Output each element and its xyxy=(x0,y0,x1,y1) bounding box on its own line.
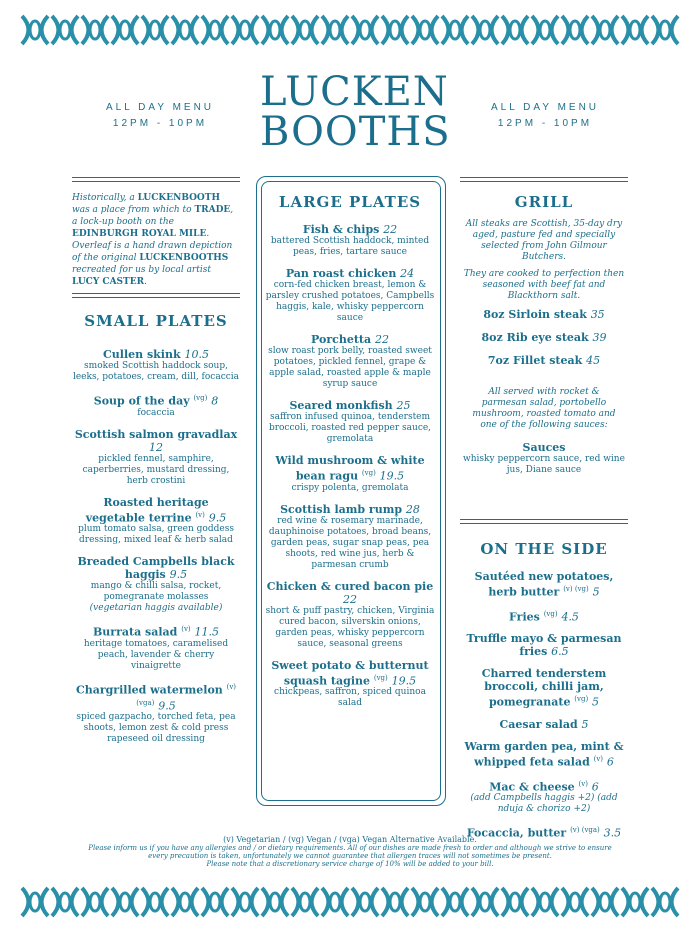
item-price: 10.5 xyxy=(184,348,209,361)
knot-motif xyxy=(202,16,228,44)
item-name xyxy=(460,354,628,367)
section-title: ON THE SIDE xyxy=(480,540,608,558)
item-title: Cullen skink xyxy=(103,348,181,361)
menu-item xyxy=(460,778,628,816)
item-name xyxy=(262,454,438,483)
menu-item xyxy=(262,267,438,324)
menu-item xyxy=(72,428,240,487)
footer xyxy=(80,836,620,868)
item-title: Caesar salad xyxy=(499,717,578,731)
knot-motif xyxy=(652,16,678,44)
knot-motif xyxy=(262,16,288,44)
small-plates-list xyxy=(72,348,240,745)
item-name xyxy=(460,740,628,769)
knot-motif xyxy=(592,16,618,44)
item-title: Focaccia, butter xyxy=(466,826,567,840)
grill-intro: All steaks are Scottish, 35-day dry aged, pasture fed and specially selected from John Gilmour Butchers. xyxy=(465,219,623,262)
knot-motif xyxy=(52,888,78,916)
item-name xyxy=(72,555,240,581)
large-plates-list xyxy=(262,223,438,709)
menu-item xyxy=(262,580,438,650)
knot-motif xyxy=(112,888,138,916)
item-price: 19.5 xyxy=(391,674,417,688)
diet-marker: (vg) xyxy=(193,394,208,402)
item-title: Chicken & cured bacon pie xyxy=(266,579,434,593)
knot-motif xyxy=(442,16,468,44)
diet-marker: (v) xyxy=(181,625,191,634)
item-name xyxy=(262,333,438,346)
divider xyxy=(72,177,240,182)
knot-motif xyxy=(352,888,378,916)
item-price: 6 xyxy=(591,780,599,794)
item-price: 25 xyxy=(396,399,411,412)
item-price: 9.5 xyxy=(169,568,188,582)
knot-motif xyxy=(502,16,528,44)
divider xyxy=(460,177,628,182)
menu-item xyxy=(262,223,438,258)
item-title: Warm garden pea, mint & whipped feta salad xyxy=(464,739,624,769)
item-price: 28 xyxy=(405,502,420,516)
item-price: 4.5 xyxy=(561,610,579,624)
item-name xyxy=(262,503,438,516)
item-name xyxy=(72,623,240,639)
item-title: Scottish lamb rump xyxy=(280,502,403,516)
item-title: Sweet potato & butternut squash tagine xyxy=(271,658,429,688)
item-price: 6.5 xyxy=(551,645,569,659)
item-price: 22 xyxy=(383,223,398,236)
menu-item xyxy=(460,608,628,624)
item-desc: smoked Scottish haddock soup, leeks, potatoes, cream, dill, focaccia xyxy=(72,361,240,382)
diet-marker: (vg) xyxy=(373,673,388,682)
item-desc: battered Scottish haddock, minted peas, fries, tartare sauce xyxy=(270,236,430,257)
knot-motif xyxy=(22,888,48,916)
item-title: Charred tenderstem broccoli, chilli jam, pomegranate xyxy=(481,667,607,709)
knot-motif xyxy=(562,888,588,916)
knot-motif xyxy=(172,16,198,44)
knot-motif xyxy=(592,888,618,916)
item-name xyxy=(72,392,240,408)
knot-motif xyxy=(322,888,348,916)
knot-motif xyxy=(382,888,408,916)
item-price: 9.5 xyxy=(208,511,227,525)
section-title: SMALL PLATES xyxy=(84,312,228,330)
item-name xyxy=(262,223,438,236)
item-price: 5 xyxy=(592,585,600,599)
item-price: 5 xyxy=(581,717,589,731)
item-name xyxy=(262,580,438,606)
knot-motif xyxy=(172,888,198,916)
item-name xyxy=(460,570,628,599)
item-title: Wild mushroom & white bean ragu xyxy=(275,454,425,483)
menu-item xyxy=(72,555,240,614)
menu-item xyxy=(72,348,240,383)
item-desc: chickpeas, saffron, spiced quinoa salad xyxy=(274,687,426,709)
item-desc: red wine & rosemary marinade, dauphinoise potatoes, broad beans, garden peas, sugar snap peas, pea shoots, red wine jus, herb & parmesan crumb xyxy=(268,515,432,570)
allergy-note: Please inform us if you have any allergies and / or dietary requirements. All of our dishes are made fresh to order and although we strive to ensure xyxy=(88,844,612,852)
divider xyxy=(72,293,240,298)
diet-marker: (v) (vga) xyxy=(570,826,600,835)
item-price: 6 xyxy=(606,755,614,769)
item-name xyxy=(460,667,628,709)
knot-motif xyxy=(532,16,558,44)
hours-left: ALL DAY MENU 12PM - 10PM xyxy=(105,102,215,129)
menu-item xyxy=(262,454,438,494)
logo xyxy=(260,69,451,155)
knot-motif xyxy=(22,16,48,44)
grill-served: All served with rocket & parmesan salad, portobello mushroom, roasted tomato and one of the following sauces: xyxy=(472,387,616,430)
logo-line1: LUCKEN xyxy=(260,69,449,115)
knot-motif xyxy=(112,16,138,44)
item-desc: heritage tomatoes, caramelised peach, lavender & cherry vinaigrette xyxy=(83,638,229,671)
item-name xyxy=(72,428,240,454)
knot-motif xyxy=(622,888,648,916)
diet-marker: (vg) xyxy=(543,609,558,618)
item-price: 22 xyxy=(374,333,389,346)
diet-marker: (vg) xyxy=(574,695,589,704)
allergy-note-2: every precaution is taken, unfortunately we cannot guarantee that allergen traces will not sometimes be present. xyxy=(148,852,552,860)
item-price: 5 xyxy=(592,695,600,709)
diet-marker: (v) (vg) xyxy=(563,585,589,593)
item-title: Sautéed new potatoes, herb butter xyxy=(474,570,614,599)
item-name xyxy=(460,718,628,731)
knot-motif xyxy=(202,888,228,916)
item-name xyxy=(262,399,438,412)
item-note: (vegetarian haggis available) xyxy=(89,603,223,614)
grill-intro-2: They are cooked to perfection then seasoned with beef fat and Blackthorn salt. xyxy=(463,269,625,301)
knot-motif xyxy=(472,888,498,916)
item-desc: short & puff pastry, chicken, Virginia cured bacon, silverskin onions, garden peas, whisky peppercorn sauce, seasonal greens xyxy=(265,605,435,649)
item-title: Scottish salmon gravadlax xyxy=(74,427,238,441)
intro-text: Historically, a LUCKENBOOTH was a place from which to TRADE, a lock-up booth on the EDINBURGH ROYAL MILE. Overleaf is a hand drawn depiction of the original LUCKENBOOTHS recreated for us by local artist LUCY CASTER. xyxy=(72,193,234,287)
item-title: Roasted heritage vegetable terrine xyxy=(85,495,209,525)
item-title: Seared monkfish xyxy=(289,399,393,412)
item-price: 45 xyxy=(586,354,601,367)
menu-item xyxy=(262,399,438,445)
diet-legend: (v) Vegetarian / (vg) Vegan / (vga) Vegan Alternative Available. xyxy=(223,835,477,844)
item-name xyxy=(460,331,628,344)
diet-marker: (v) xyxy=(593,754,604,763)
grill-list xyxy=(460,308,628,367)
item-name xyxy=(262,267,438,280)
sauces-desc: whisky peppercorn sauce, red wine jus, Diane sauce xyxy=(463,454,625,475)
knot-motif xyxy=(142,16,168,44)
item-name xyxy=(262,659,438,688)
menu-item xyxy=(460,354,628,367)
item-title: Breaded Campbells black haggis xyxy=(77,555,235,582)
item-name xyxy=(72,348,240,361)
knot-motif xyxy=(652,888,678,916)
large-plates-section xyxy=(262,193,438,718)
item-price: 11.5 xyxy=(194,625,219,639)
item-price: 19.5 xyxy=(379,469,405,483)
divider xyxy=(460,519,628,524)
sides-list xyxy=(460,570,628,840)
menu-item xyxy=(72,392,240,419)
item-note: (add Campbells haggis +2) (add nduja & chorizo +2) xyxy=(470,793,618,815)
knot-motif xyxy=(232,16,258,44)
menu-item xyxy=(72,496,240,547)
knot-motif xyxy=(532,888,558,916)
knot-motif xyxy=(262,888,288,916)
item-desc: corn-fed chicken breast, lemon & parsley crushed potatoes, Campbells haggis, kale, whisky peppercorn sauce xyxy=(265,280,435,323)
diet-marker: (v) (vga) xyxy=(136,682,237,707)
item-title: Mac & cheese xyxy=(489,780,575,794)
grill-section xyxy=(460,193,628,476)
knot-motif xyxy=(82,16,108,44)
item-desc: spiced gazpacho, torched feta, pea shoots, lemon zest & cold press rapeseed oil dressing xyxy=(76,712,236,745)
sauces-title: Sauces xyxy=(522,441,566,454)
knot-motif xyxy=(82,888,108,916)
knot-motif xyxy=(502,888,528,916)
knot-motif xyxy=(442,888,468,916)
item-desc: crispy polenta, gremolata xyxy=(291,482,409,493)
item-title: Pan roast chicken xyxy=(285,267,397,280)
menu-item xyxy=(460,667,628,709)
item-price: 12 xyxy=(149,440,163,454)
knot-motif xyxy=(52,16,78,44)
knot-motif xyxy=(232,888,258,916)
item-title: 7oz Fillet steak xyxy=(487,354,583,367)
item-price: 8 xyxy=(211,394,219,408)
knot-motif xyxy=(292,16,318,44)
menu-item xyxy=(262,659,438,710)
item-title: Fries xyxy=(509,610,540,624)
diet-marker: (v) xyxy=(578,779,588,788)
menu-item xyxy=(460,331,628,344)
diet-marker: (v) xyxy=(195,510,205,519)
diet-marker: (vg) xyxy=(361,469,376,477)
menu-item xyxy=(262,503,438,571)
top-decorative-border xyxy=(20,12,680,48)
menu-item xyxy=(72,681,240,745)
item-name xyxy=(460,308,628,321)
item-title: Porchetta xyxy=(311,333,372,346)
item-desc: plum tomato salsa, green goddess dressing, mixed leaf & herb salad xyxy=(78,524,234,546)
item-desc: mango & chilli salsa, rocket, pomegranate molasses xyxy=(90,581,222,603)
item-desc: slow roast pork belly, roasted sweet potatoes, pickled fennel, grape & apple salad, roasted apple & maple syrup sauce xyxy=(268,346,432,389)
section-title: GRILL xyxy=(514,193,574,211)
item-name xyxy=(460,632,628,658)
knot-motif xyxy=(412,888,438,916)
item-title: Chargrilled watermelon xyxy=(75,683,223,697)
item-desc: focaccia xyxy=(137,407,175,418)
knot-motif xyxy=(352,16,378,44)
item-title: Truffle mayo & parmesan fries xyxy=(466,632,622,659)
item-price: 24 xyxy=(400,267,415,280)
item-title: Burrata salad xyxy=(93,625,178,639)
item-price: 35 xyxy=(590,308,605,321)
item-title: Fish & chips xyxy=(302,223,380,236)
item-title: 8oz Rib eye steak xyxy=(481,331,589,344)
section-title: LARGE PLATES xyxy=(278,193,422,211)
menu-item xyxy=(72,623,240,672)
item-name xyxy=(72,681,240,712)
knot-motif xyxy=(292,888,318,916)
knot-motif xyxy=(382,16,408,44)
item-name xyxy=(72,496,240,525)
item-title: Soup of the day xyxy=(93,394,190,408)
knot-motif xyxy=(142,888,168,916)
knot-motif xyxy=(412,16,438,44)
hours-right: ALL DAY MENU 12PM - 10PM xyxy=(490,102,600,129)
item-price: 3.5 xyxy=(603,826,622,840)
item-title: 8oz Sirloin steak xyxy=(483,308,587,321)
item-price: 9.5 xyxy=(158,699,176,713)
menu-item xyxy=(262,333,438,390)
bottom-decorative-border xyxy=(20,884,680,920)
menu-item xyxy=(460,308,628,321)
item-desc: pickled fennel, samphire, caperberries, mustard dressing, herb crostini xyxy=(82,453,230,486)
knot-motif xyxy=(562,16,588,44)
service-charge-note: Please note that a discretionary service charge of 10% will be added to your bill. xyxy=(206,860,494,868)
knot-motif xyxy=(322,16,348,44)
sides-section xyxy=(460,540,628,849)
item-price: 22 xyxy=(343,592,357,606)
item-name xyxy=(460,778,628,794)
menu-item xyxy=(460,632,628,658)
knot-motif xyxy=(472,16,498,44)
menu-item xyxy=(460,570,628,599)
item-price: 39 xyxy=(592,331,607,344)
item-desc: saffron infused quinoa, tenderstem broccoli, roasted red pepper sauce, gremolata xyxy=(268,412,432,444)
logo-line2: BOOTHS xyxy=(260,109,451,155)
item-name xyxy=(460,608,628,624)
knot-motif xyxy=(622,16,648,44)
menu-item xyxy=(460,718,628,731)
small-plates-section xyxy=(72,312,240,754)
menu-item xyxy=(460,740,628,769)
